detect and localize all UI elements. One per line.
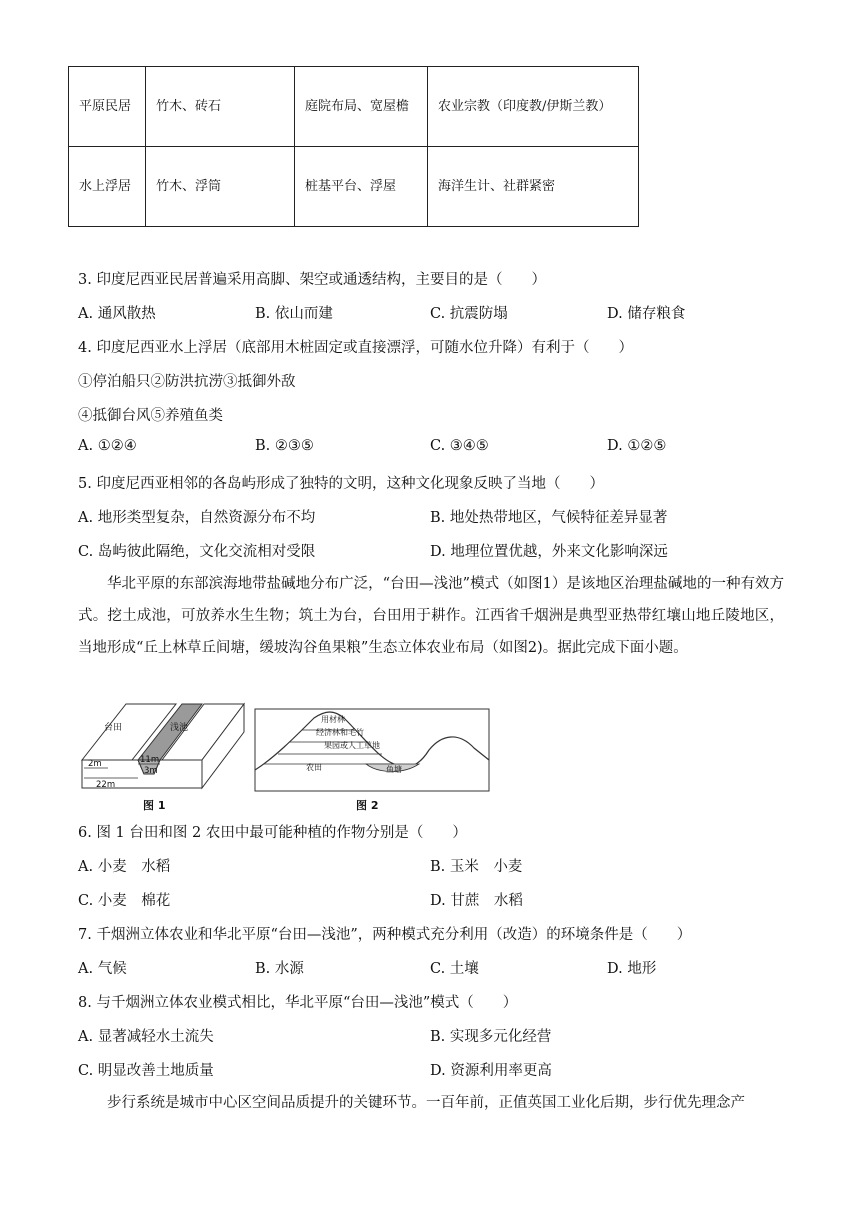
table-cell: 桩基平台、浮屋 [295, 147, 428, 227]
table-cell: 庭院布局、宽屋檐 [295, 67, 428, 147]
figure-1-label-22m: 22m [96, 780, 116, 790]
residence-table [68, 66, 639, 227]
question-8-option-d[interactable]: D. 资源利用率更高 [430, 1063, 552, 1079]
question-4-option-a[interactable]: A. ①②④ [78, 438, 137, 454]
reading-passage: 华北平原的东部滨海地带盐碱地分布广泛，“台田—浅池”模式（如图1）是该地区治理盐碱地的一种有效方式。挖土成池，可放养水生生物；筑土为台，台田用于耕作。江西省千烟洲是典型亚热带红壤山地丘陵地区，当地形成“丘上林草丘间塘，缓坡沟谷鱼果粮”生态立体农业布局（如图2)。据此完成下面小题。 [78, 576, 784, 656]
question-7-option-a[interactable]: A. 气候 [78, 961, 127, 977]
table-cell: 竹木、砖石 [146, 67, 295, 147]
figure-1-label-taitian: 台田 [104, 723, 123, 733]
question-4-stem: 4. 印度尼西亚水上浮居（底部用木桩固定或直接漂浮，可随水位升降）有利于（ ） [78, 340, 633, 356]
question-4-option-d[interactable]: D. ①②⑤ [607, 438, 667, 454]
table-cell: 竹木、浮筒 [146, 147, 295, 227]
table-row [69, 147, 639, 227]
reading-passage-2: 步行系统是城市中心区空间品质提升的关键环节。一百年前，正值英国工业化后期，步行优先理念产 [107, 1095, 745, 1111]
question-6-option-d[interactable]: D. 甘蔗 水稻 [430, 893, 523, 909]
question-7-option-d[interactable]: D. 地形 [607, 961, 657, 977]
question-5-option-b[interactable]: B. 地处热带地区，气候特征差异显著 [430, 510, 668, 526]
question-6-option-a[interactable]: A. 小麦 水稻 [78, 859, 171, 875]
question-5-option-a[interactable]: A. 地形类型复杂，自然资源分布不均 [78, 510, 316, 526]
figure-1-label-2m: 2m [88, 759, 102, 769]
question-4-option-b[interactable]: B. ②③⑤ [255, 438, 314, 454]
question-3-option-a[interactable]: A. 通风散热 [78, 306, 156, 322]
table-cell: 平原民居 [69, 67, 146, 147]
question-4-choices-line-1: ①停泊船只②防洪抗涝③抵御外敌 [78, 374, 296, 390]
question-8-option-b[interactable]: B. 实现多元化经营 [430, 1029, 552, 1045]
figure-2-label-fishpond: 鱼塘 [386, 765, 402, 774]
question-3-option-d[interactable]: D. 储存粮食 [607, 306, 686, 322]
question-8-option-c[interactable]: C. 明显改善土地质量 [78, 1063, 214, 1079]
question-7-option-b[interactable]: B. 水源 [255, 961, 304, 977]
question-8-option-a[interactable]: A. 显著减轻水土流失 [78, 1029, 214, 1045]
question-6-stem: 6. 图 1 台田和图 2 农田中最可能种植的作物分别是（ ） [78, 825, 467, 841]
question-4-choices-line-2: ④抵御台风⑤养殖鱼类 [78, 408, 223, 424]
table-row [69, 67, 639, 147]
figure-2-label-orchard: 果园或人工草地 [324, 741, 380, 750]
table-cell: 农业宗教（印度教/伊斯兰教） [428, 67, 639, 147]
question-3-stem: 3. 印度尼西亚民居普遍采用高脚、架空或通透结构，主要目的是（ ） [78, 272, 546, 288]
question-3-option-c[interactable]: C. 抗震防塌 [430, 306, 508, 322]
question-8-stem: 8. 与千烟洲立体农业模式相比，华北平原“台田—浅池”模式（ ） [78, 995, 518, 1011]
question-7-option-c[interactable]: C. 土壤 [430, 961, 479, 977]
figure-2-terrain-diagram [254, 708, 490, 792]
figure-2-caption: 图 2 [356, 799, 379, 812]
question-6-option-b[interactable]: B. 玉米 小麦 [430, 859, 523, 875]
question-5-stem: 5. 印度尼西亚相邻的各岛屿形成了独特的文明，这种文化现象反映了当地（ ） [78, 476, 604, 492]
question-4-option-c[interactable]: C. ③④⑤ [430, 438, 489, 454]
figure-2-label-farmland: 农田 [306, 763, 322, 772]
question-6-option-c[interactable]: C. 小麦 棉花 [78, 893, 171, 909]
table-cell: 海洋生计、社群紧密 [428, 147, 639, 227]
question-3-option-b[interactable]: B. 依山而建 [255, 306, 333, 322]
figure-2-label-economic-forest: 经济林和毛竹 [316, 728, 364, 737]
question-5-option-d[interactable]: D. 地理位置优越，外来文化影响深远 [430, 544, 668, 560]
question-7-stem: 7. 千烟洲立体农业和华北平原“台田—浅池”，两种模式充分利用（改造）的环境条件是（ ） [78, 927, 692, 943]
table-cell: 水上浮居 [69, 147, 146, 227]
figure-1-taitian-diagram [78, 700, 248, 790]
figure-1-label-3m: 3m [144, 766, 158, 776]
figure-2-label-timber: 用材林 [321, 715, 345, 724]
figure-1-label-qianchi: 浅池 [170, 723, 189, 733]
figure-1-caption: 图 1 [143, 799, 166, 812]
figure-1-label-11m: 11m [140, 755, 160, 765]
question-5-option-c[interactable]: C. 岛屿彼此隔绝，文化交流相对受限 [78, 544, 316, 560]
